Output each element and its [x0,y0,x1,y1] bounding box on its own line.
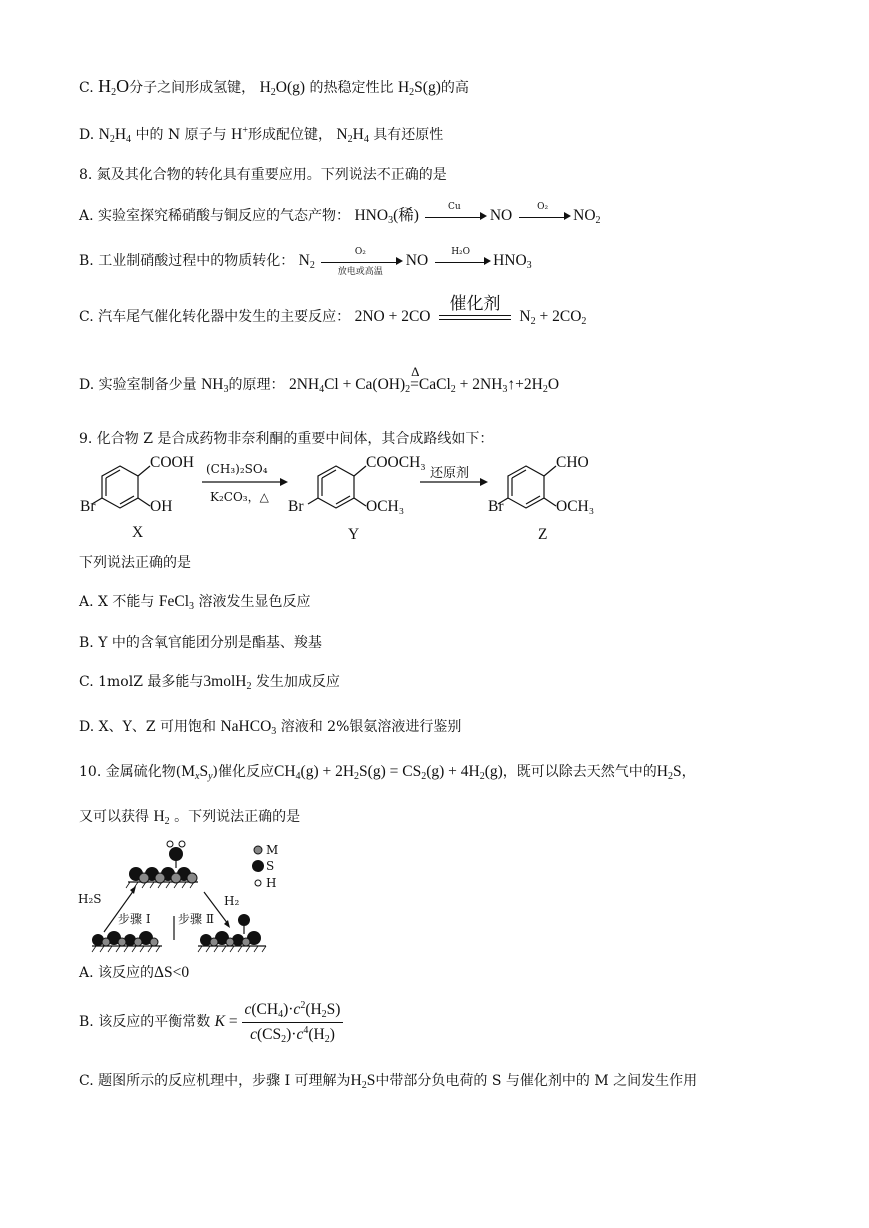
reagent1-bottom: K₂CO₃，△ [210,490,269,504]
arrow-condition: O₂ [537,201,549,212]
formula-nahco3: NaHCO$_3$ [220,718,277,737]
formula-h2s-g: $H_2S(g)$ [397,79,441,98]
q8b-label: B. 工业制硝酸过程中的物质转化： [79,253,295,269]
y-cooch3: COOCH₃ [366,454,426,471]
formula-n2h4: $N_2H_4$ [98,126,132,145]
q7-option-c [79,76,469,98]
z-label: Z [538,526,548,543]
mechanism-svg [78,836,288,954]
q8c-label: C. 汽车尾气催化转化器中发生的主要反应： [79,309,351,325]
q8-option-a [79,203,601,226]
formula-h2s: $H_2S$ [656,763,682,782]
q8-option-c [79,293,587,327]
q10-stem1: 10. 金属硫化物( [79,764,182,780]
legend-h: H [266,876,277,890]
q9-option-d [79,716,461,737]
formula-n2h4-2: $N_2H_4$ [336,126,369,145]
x-br: Br [80,498,96,515]
y-label: Y [348,526,360,543]
q7c-text1: 分子之间形成氢键， [129,80,256,96]
formula-3molh2: 3molH$_2$ [203,673,252,692]
arrow-condition: H₂O [451,246,471,257]
mechanism-figure [78,836,288,954]
q9-prompt: 下列说法正确的是 [79,555,191,571]
formula-fecl3: FeCl$_3$ [158,593,195,612]
q10-stem-line2 [79,806,300,827]
q8d-text2: 的原理： [228,377,285,393]
label-step2: 步骤 Ⅱ [178,912,214,926]
label-h2s: H₂S [78,892,102,906]
heat-symbol: Δ [411,364,420,379]
y-br: Br [288,498,304,515]
q8-stem: 8. 氮及其化合物的转化具有重要应用。下列说法不正确的是 [79,167,447,183]
q8-option-d [79,364,560,395]
arrow-condition: Cu [448,201,461,212]
formula-no2: $NO_2$ [573,207,601,226]
q10-stem5: 又可以获得 [79,809,149,825]
delta-s: ΔS<0 [154,964,190,981]
q7d-text1: 中的 N 原子与 [135,127,227,143]
q8-option-b [79,246,532,277]
formula-n2: $N_2$ [298,252,315,271]
q9-option-c [79,671,340,692]
formula-no: NO [489,207,513,224]
q10c-text2: 中带部分负电荷的 S 与催化剂中的 M 之间发生作用 [375,1073,698,1089]
formula-mxsy: $M_xS_y$ [181,763,213,782]
y-och3: OCH₃ [366,498,405,515]
q10a-text1: A. 该反应的 [79,965,155,981]
q9c-text1: C. 1molZ 最多能与 [79,674,204,690]
formula-hno3-dilute: $HNO_3$(稀) [354,207,419,226]
x-oh: OH [150,498,173,515]
formula-no: NO [405,252,429,269]
catalyst-text: 催化剂 [449,293,501,314]
legend-m: M [266,843,279,857]
reagent2-top: 还原剂 [430,466,470,481]
arrow-condition: O₂ [354,246,366,257]
x-label: X [132,524,144,541]
option-label: C. [79,80,94,96]
x-cooh: COOH [150,454,194,471]
q9a-text2: 溶液发生显色反应 [198,594,311,610]
q10-stem6: 。下列说法正确的是 [174,809,301,825]
q10b-text1: B. 该反应的平衡常数 [79,1014,211,1031]
q10-stem2: )催化反应 [212,764,274,780]
formula-reactants: 2NO + 2CO [354,308,431,325]
z-br: Br [488,498,504,515]
q9-option-a [79,591,311,612]
q9c-text2: 发生加成反应 [255,674,340,690]
option-label: D. [79,127,95,143]
q10-stem4: ， [681,764,696,780]
z-och3: OCH₃ [556,498,595,515]
formula-h2s: $H_2S$ [350,1072,376,1091]
legend-s: S [266,859,275,873]
formula-h-plus: H+ [231,124,248,143]
equilibrium-equals [439,293,511,320]
q9d-text2: 溶液和 2%银氨溶液进行鉴别 [280,719,462,735]
formula-products: $N_2 + 2CO_2$ [519,308,587,327]
q9a-text1: A. X 不能与 [79,594,155,610]
q10-stem-line1 [79,761,696,782]
q10-option-c [79,1070,697,1091]
label-step1: 步骤 Ⅰ [118,912,151,926]
reagent1-top: (CH₃)₂SO₄ [206,462,268,476]
reaction-arrow [425,201,483,218]
q8a-label: A. 实验室探究稀硝酸与铜反应的气态产物： [79,208,351,224]
synthesis-scheme [78,452,638,544]
formula-h2o: $H_2O$ [98,76,130,98]
q8d-label: D. 实验室制备少量 [79,377,197,393]
formula-h2: $H_2$ [153,808,170,827]
q9-stem: 9. 化合物 Z 是合成药物非奈利酮的重要中间体，其合成路线如下： [79,431,494,447]
formula-h2o-g: $H_2O(g)$ [259,79,306,98]
q10-option-b [79,1000,343,1045]
dilute-text: 稀 [398,207,414,224]
arrow-condition-bottom: 放电或高温 [337,266,383,277]
formula-ammonia-prep: $2NH_4Cl + Ca(OH)_2$ Δ =CaCl$_2$ + $2NH_3↑+2H_2O$ [288,364,560,395]
q7c-text3: 的高 [440,80,469,96]
q7-option-d [79,124,443,145]
q9-option-b: B. Y 中的含氧官能团分别是酯基、羧基 [79,635,322,651]
formula-main-reaction: $CH_4(g) + 2H_2S(g) = CS_2(g) + 4H_2(g)$ [273,763,503,782]
label-h2: H₂ [224,894,240,908]
formula-hno3: $HNO_3$ [493,252,532,271]
q10-stem3: ，既可以除去天然气中的 [502,764,657,780]
q7d-text2: 形成配位键， [247,127,332,143]
k-fraction: $\frac{c(CH_4)\cdot c^2(H_2S)}{c(CS_2)\cdot c^4(H_2)}$ [242,1000,344,1045]
q7d-text3: 具有还原性 [373,127,444,143]
q7c-text2: 的热稳定性比 [309,80,394,96]
reaction-arrow [321,246,399,277]
reaction-arrow [435,246,487,263]
z-cho: CHO [556,454,589,471]
formula-nh3: $NH_3$ [201,376,229,395]
q10c-text1: C. 题图所示的反应机理中，步骤 Ⅰ 可理解为 [79,1073,351,1089]
q10-option-a [79,962,189,982]
reaction-arrow [519,201,567,218]
q9d-text1: D. X、Y、Z 可用饱和 [79,719,217,735]
equilibrium-constant: K = $\frac{c(CH_4)\cdot c^2(H_2S)}{c(CS_2)\cdot c^4(H_2)}$ [215,1013,344,1030]
